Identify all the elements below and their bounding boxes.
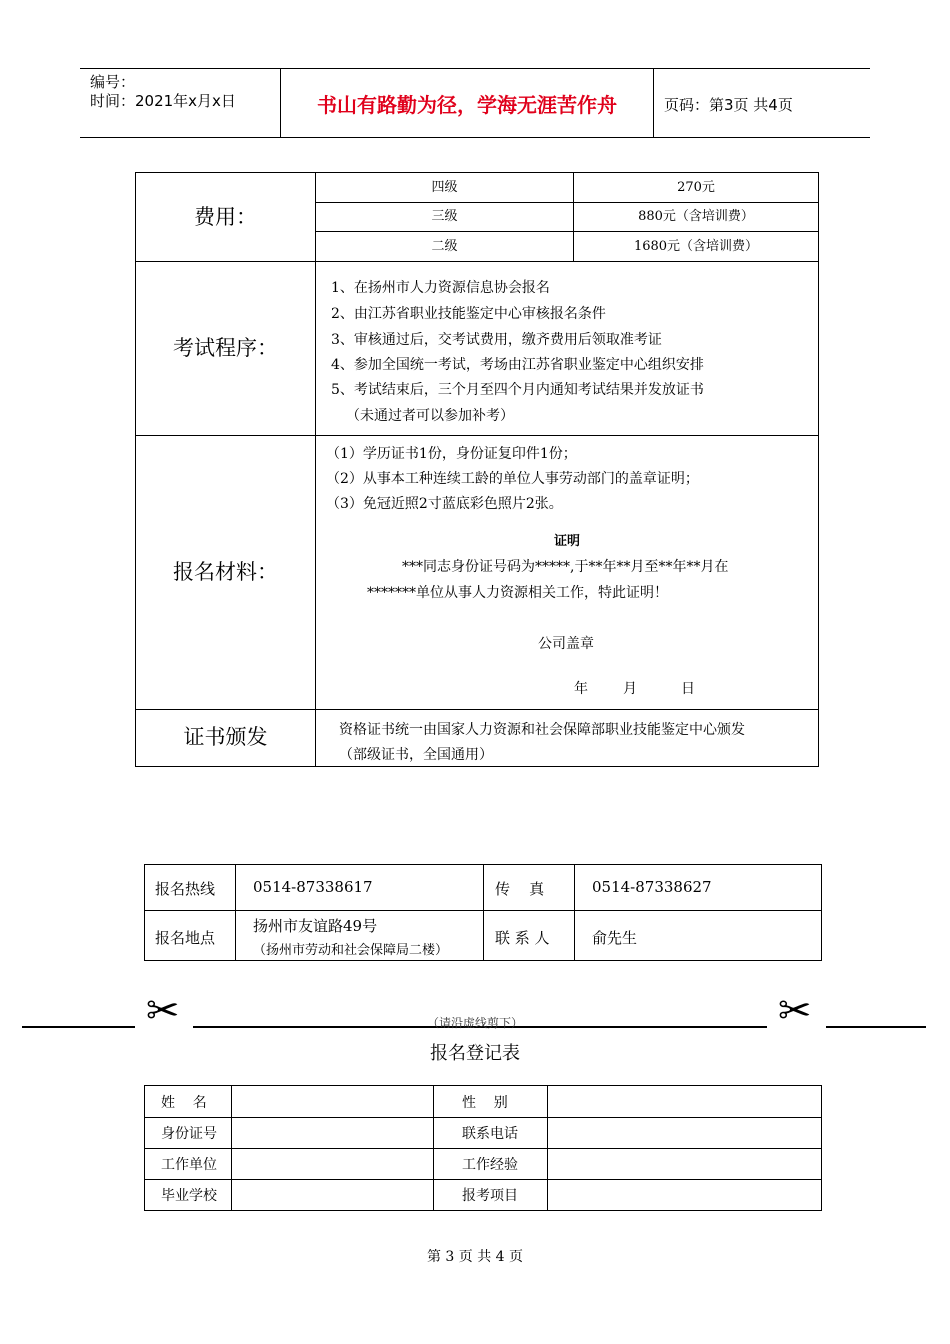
materials-label: 报名材料：: [173, 560, 278, 584]
procedure-step: 4、参加全国统一考试，考场由江苏省职业鉴定中心组织安排: [331, 357, 704, 373]
certificate-proof-title: 证明: [554, 534, 581, 549]
procedure-step: 2、由江苏省职业技能鉴定中心审核报名条件: [331, 306, 606, 322]
header-info-cell: [80, 69, 280, 137]
proof-text-line: *******单位从事人力资源相关工作，特此证明！: [367, 585, 668, 601]
registration-form-title: 报名登记表: [430, 1043, 520, 1064]
motto: 书山有路勤为径，学海无涯苦作舟: [317, 93, 617, 117]
experience-label: 工作经验: [462, 1157, 518, 1173]
id-number-field[interactable]: [233, 1118, 432, 1147]
fee-price: 880元（含培训费）: [638, 209, 754, 224]
registration-table: [144, 1085, 822, 1211]
page-footer: 第 3 页 共 4 页: [426, 1249, 524, 1265]
exam-info-table: [135, 172, 819, 767]
exam-item-label: 报考项目: [462, 1188, 518, 1204]
proof-text-line: ***同志身份证号码为*****,于**年**月至**年**月在: [402, 559, 729, 575]
name-field[interactable]: [233, 1087, 432, 1116]
name-label: 姓 名: [161, 1095, 207, 1111]
contact-table: [144, 864, 822, 961]
procedure-label: 考试程序：: [173, 336, 278, 360]
address-note: （扬州市劳动和社会保障局二楼）: [253, 943, 449, 958]
certificate-issuance-text: 资格证书统一由国家人力资源和社会保障部职业技能鉴定中心颁发: [339, 722, 745, 738]
cut-instruction: （请沿虚线剪下）: [426, 1016, 523, 1030]
procedure-step: 1、在扬州市人力资源信息协会报名: [331, 280, 550, 296]
column-divider: [483, 865, 484, 960]
fee-level: 四级: [431, 180, 458, 195]
column-divider: [574, 865, 575, 960]
hotline-label: 报名热线: [155, 880, 216, 898]
exam-item-field[interactable]: [549, 1180, 820, 1209]
page-header: [80, 68, 870, 138]
fee-level: 二级: [431, 239, 458, 254]
fax-number: 0514-87338627: [592, 878, 712, 896]
employer-label: 工作单位: [161, 1157, 217, 1173]
contact-person-label: 联 系 人: [495, 929, 550, 947]
document-time: 时间：2021年x月x日: [90, 92, 236, 110]
fax-label: 传 真: [495, 880, 545, 898]
gender-field[interactable]: [549, 1087, 820, 1116]
contact-person: 俞先生: [592, 929, 638, 947]
hotline-number: 0514-87338617: [253, 878, 373, 896]
school-field[interactable]: [233, 1180, 432, 1209]
column-divider: [235, 865, 236, 960]
id-number-label: 身份证号: [161, 1126, 217, 1142]
employer-field[interactable]: [233, 1149, 432, 1178]
experience-field[interactable]: [549, 1149, 820, 1178]
address: 扬州市友谊路49号: [253, 917, 378, 935]
scissors-icon: ✂: [146, 988, 180, 1034]
fee-price: 1680元（含培训费）: [633, 239, 759, 254]
header-page-cell: [654, 69, 870, 137]
fee-price: 270元: [677, 180, 715, 195]
header-motto-cell: [280, 69, 654, 137]
certificate-issuance-label: 证书颁发: [183, 725, 268, 749]
date-day: 日: [681, 681, 695, 697]
date-year: 年: [574, 681, 588, 697]
gender-label: 性 别: [462, 1095, 508, 1111]
procedure-note: （未通过者可以参加补考）: [346, 408, 514, 424]
procedure-step: 5、考试结束后，三个月至四个月内通知考试结果并发放证书: [331, 382, 704, 398]
materials-item: （2）从事本工种连续工龄的单位人事劳动部门的盖章证明；: [326, 471, 699, 487]
address-label: 报名地点: [155, 929, 216, 947]
fee-level: 三级: [431, 209, 458, 224]
page-indicator: 页码：第3页 共4页: [664, 96, 793, 114]
materials-item: （1）学历证书1份，身份证复印件1份；: [326, 446, 577, 462]
fees-label: 费用：: [194, 205, 257, 229]
phone-field[interactable]: [549, 1118, 820, 1147]
materials-item: （3）免冠近照2寸蓝底彩色照片2张。: [326, 496, 563, 512]
scissors-icon: ✂: [778, 988, 812, 1034]
document-number: 编号：: [90, 73, 136, 91]
procedure-step: 3、审核通过后，交考试费用，缴齐费用后领取准考证: [331, 332, 662, 348]
row-divider: [145, 910, 821, 911]
date-month: 月: [623, 681, 637, 697]
school-label: 毕业学校: [161, 1188, 217, 1204]
certificate-issuance-note: （部级证书，全国通用）: [339, 747, 493, 763]
company-seal-label: 公司盖章: [538, 636, 594, 652]
phone-label: 联系电话: [462, 1126, 518, 1142]
